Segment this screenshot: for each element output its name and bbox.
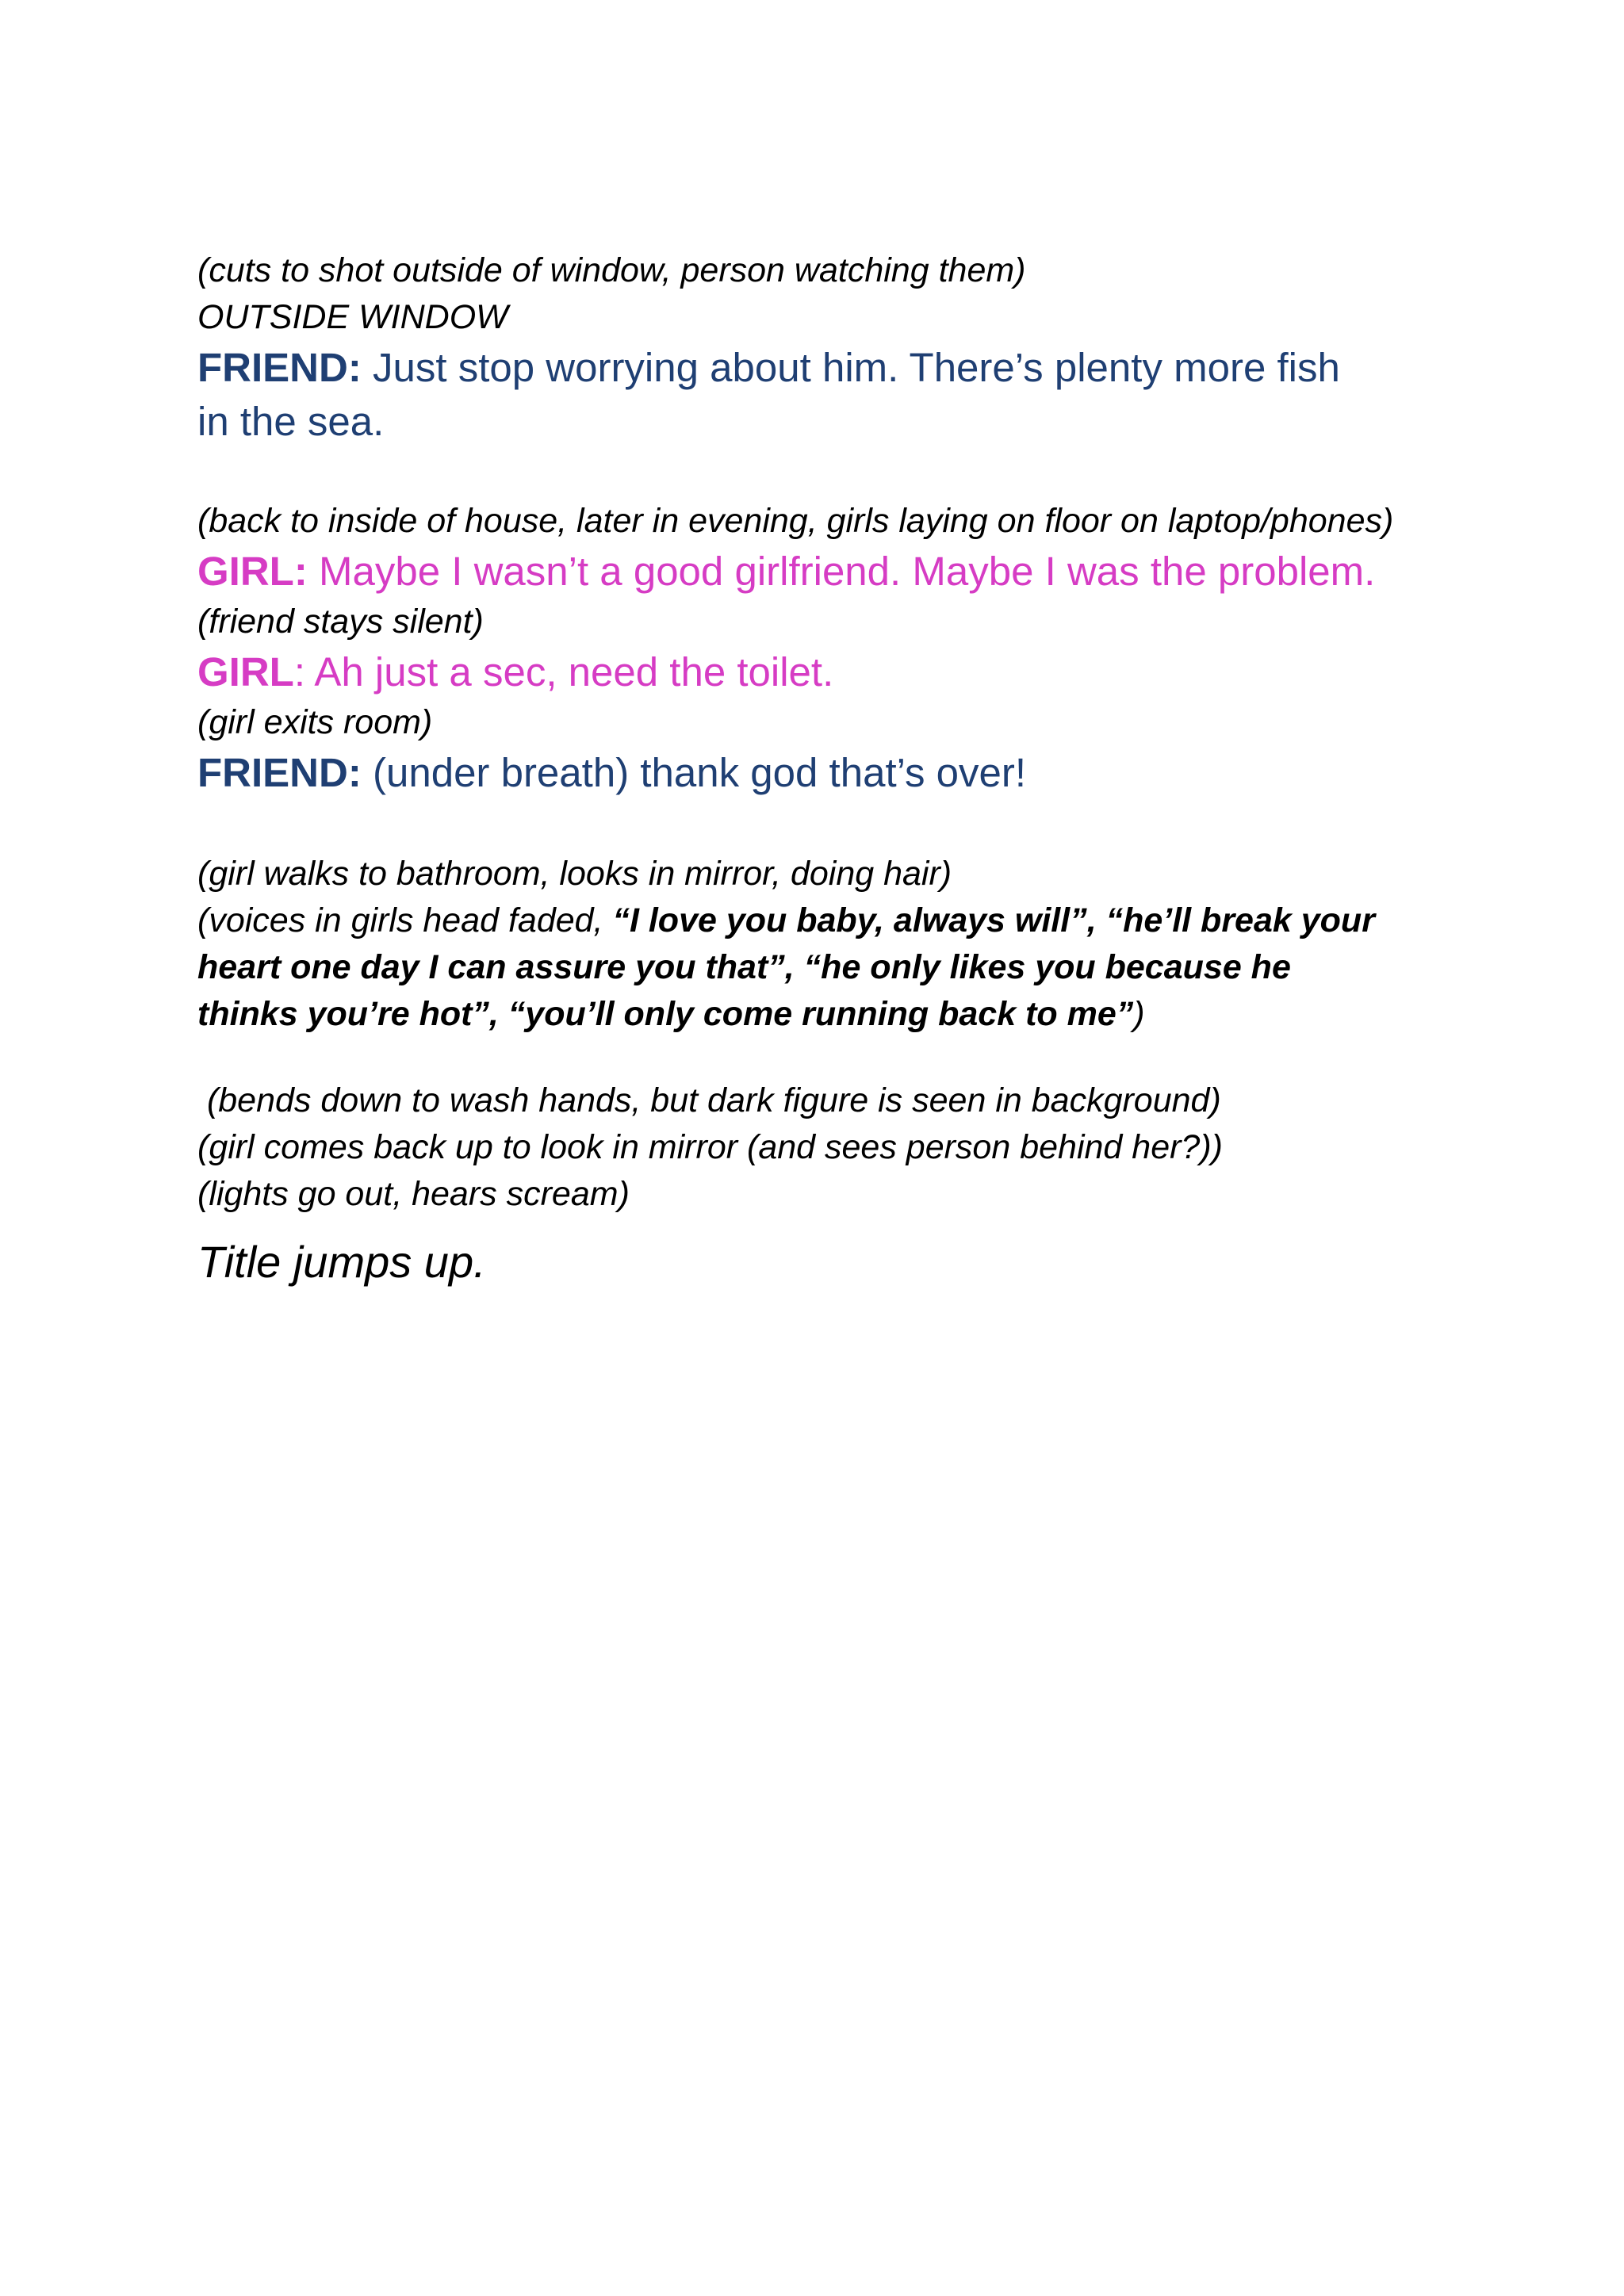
voices-suffix: ) — [1133, 995, 1145, 1033]
stage-direction-bends-down: (bends down to wash hands, but dark figure is seen in background) — [197, 1081, 1221, 1119]
girl-dialogue-2 — [197, 645, 1466, 699]
friend-dialogue-2 — [197, 746, 1466, 800]
friend-speaker-label: FRIEND: — [197, 345, 362, 390]
stage-direction-bathroom: (girl walks to bathroom, looks in mirror, doing hair) — [197, 855, 952, 893]
girl-dialogue-text: Maybe I wasn’t a good girlfriend. Maybe I was the problem. — [307, 549, 1376, 594]
girl-dialogue-1 — [197, 545, 1466, 599]
spacer — [197, 1038, 1466, 1077]
friend-speaker-label: FRIEND: — [197, 750, 362, 795]
scene-heading-outside-window: OUTSIDE WINDOW — [197, 298, 508, 336]
spacer — [197, 449, 1466, 498]
voices-quotes: “I love you baby, always will”, “he’ll break your heart one day I can assure you that”, “he only likes you because he thinks you’re hot”, “you’ll only come running back to me” — [197, 901, 1375, 1033]
stage-direction-cuts-outside: (cuts to shot outside of window, person watching them) — [197, 251, 1026, 289]
girl-speaker-label: GIRL: — [197, 549, 308, 594]
script-body — [197, 247, 1466, 1295]
voices-prefix: (voices in girls head faded, — [197, 901, 613, 939]
girl-dialogue-text: : Ah just a sec, need the toilet. — [293, 649, 834, 695]
stage-direction-voices — [197, 897, 1387, 1038]
girl-speaker-label: GIRL — [197, 649, 294, 695]
stage-direction-comes-back-up: (girl comes back up to look in mirror (and sees person behind her?)) — [197, 1128, 1223, 1166]
title-jumps-up: Title jumps up. — [197, 1237, 486, 1287]
friend-dialogue-1 — [197, 341, 1379, 449]
stage-direction-girl-exits: (girl exits room) — [197, 703, 433, 741]
spacer — [197, 800, 1466, 851]
stage-direction-back-inside: (back to inside of house, later in evening, girls laying on floor on laptop/phones) — [197, 502, 1394, 540]
friend-dialogue-text: (under breath) thank god that’s over! — [361, 750, 1027, 795]
stage-direction-lights-out: (lights go out, hears scream) — [197, 1175, 630, 1213]
stage-direction-friend-silent: (friend stays silent) — [197, 603, 484, 641]
friend-dialogue-text: Just stop worrying about him. There’s plenty more fish in the sea. — [197, 345, 1340, 444]
